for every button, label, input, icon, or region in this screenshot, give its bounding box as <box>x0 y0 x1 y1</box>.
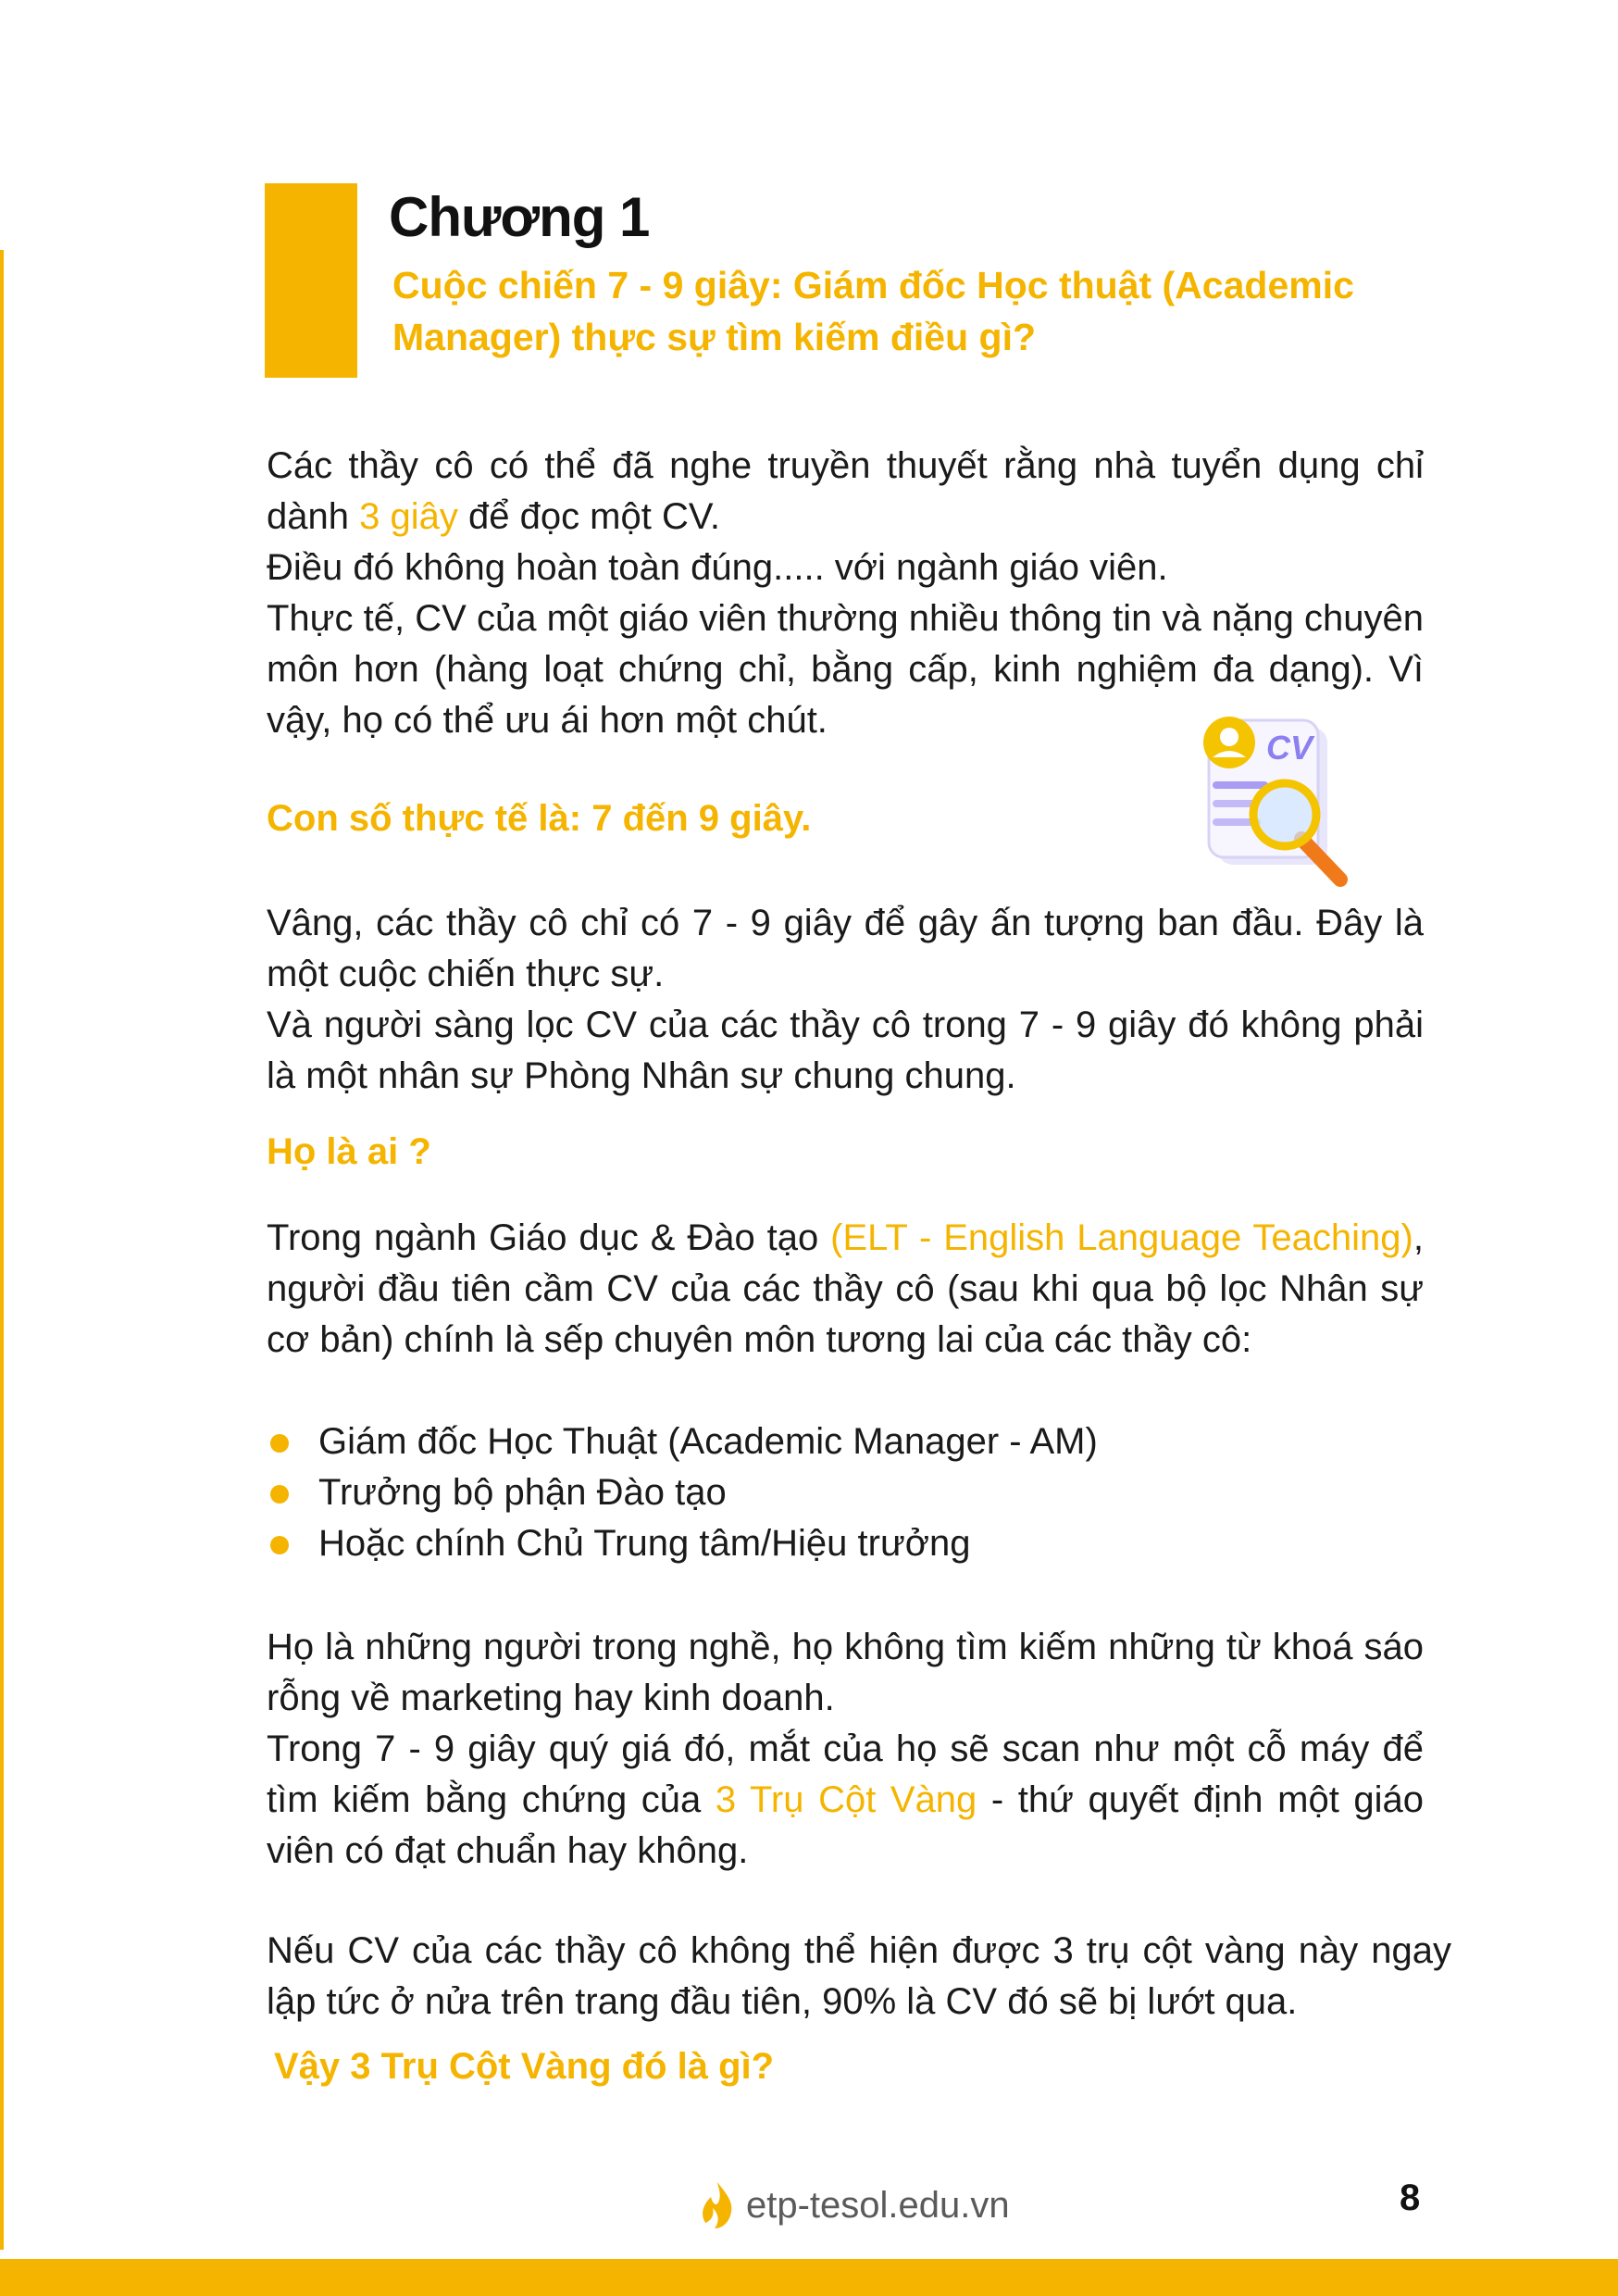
who-paragraph <box>267 1213 1424 1366</box>
cv-magnifier-icon <box>1194 713 1361 898</box>
who-text-b: , người đầu tiên cầm CV của các thầy cô (sau khi qua bộ lọc Nhân sự cơ bản) chính là sếp chuyên môn tương lai của các thầy cô: <box>267 1217 1424 1360</box>
final-heading: Vậy 3 Trụ Cột Vàng đó là gì? <box>274 2046 775 2087</box>
chapter-title: Chương 1 <box>389 186 650 248</box>
footer-website[interactable] <box>698 2180 1010 2230</box>
list-item: Hoặc chính Chủ Trung tâm/Hiệu trưởng <box>267 1518 1098 1569</box>
battle-paragraph-2: Và người sàng lọc CV của các thầy cô trong 7 - 9 giây đó không phải là một nhân sự Phòng Nhân sự chung chung. <box>267 1004 1424 1096</box>
bullet-dot-icon <box>270 1485 289 1504</box>
fact-heading: Con số thực tế là: 7 đến 9 giây. <box>267 798 812 839</box>
bullet-dot-icon <box>270 1536 289 1554</box>
insiders-text-a: Trong 7 - 9 giây quý giá đó, mắt của họ sẽ scan như một cỗ máy để tìm kiếm bằng chứng của <box>267 1728 1424 1820</box>
insiders-text-b: - thứ quyết định một giáo viên có đạt chuẩn hay không. <box>267 1779 1425 1871</box>
intro-text-b: để đọc một CV. <box>457 496 720 537</box>
page-number: 8 <box>1400 2177 1421 2218</box>
who-text-a: Trong ngành Giáo dục & Đào tạo <box>267 1217 831 1258</box>
intro-text-a: Các thầy cô có thể đã nghe truyền thuyết rằng nhà tuyển dụng chỉ dành <box>267 445 1424 537</box>
bullet-dot-icon <box>270 1434 289 1453</box>
intro-highlight-3-seconds: 3 giây <box>359 496 458 537</box>
insiders-highlight-pillars: 3 Trụ Cột Vàng <box>715 1779 977 1820</box>
battle-paragraph-1: Vâng, các thầy cô chỉ có 7 - 9 giây để gây ấn tượng ban đầu. Đây là một cuộc chiến thực sự. <box>267 903 1424 994</box>
insiders-paragraph-1: Họ là những người trong nghề, họ không tìm kiếm những từ khoá sáo rỗng về marketing hay kinh doanh. <box>267 1627 1424 1718</box>
left-accent-rule <box>0 250 4 2250</box>
warning-paragraph: Nếu CV của các thầy cô không thể hiện được 3 trụ cột vàng này ngay lập tức ở nửa trên trang đầu tiên, 90% là CV đó sẽ bị lướt qua. <box>267 1930 1451 2022</box>
intro-paragraph-1 <box>267 441 1424 543</box>
intro-paragraph-3: Thực tế, CV của một giáo viên thường nhiều thông tin và nặng chuyên môn hơn (hàng loạt chứng chỉ, bằng cấp, kinh nghiệm đa dạng). Vì vậy, họ có thể ưu ái hơn một chút. <box>267 598 1424 741</box>
list-item: Giám đốc Học Thuật (Academic Manager - AM) <box>267 1416 1098 1467</box>
list-item: Trưởng bộ phận Đào tạo <box>267 1467 1098 1518</box>
insiders-paragraph-2 <box>267 1724 1424 1877</box>
who-heading: Họ là ai ? <box>267 1131 431 1172</box>
cv-label: CV <box>1266 729 1313 767</box>
role-list <box>267 1416 1098 1569</box>
footer-site-text[interactable]: etp-tesol.edu.vn <box>746 2184 1010 2226</box>
chapter-subtitle: Cuộc chiến 7 - 9 giây: Giám đốc Học thuật (Academic Manager) thực sự tìm kiếm điều gì? <box>392 264 1354 358</box>
who-highlight-elt: (ELT - English Language Teaching) <box>830 1217 1413 1258</box>
chapter-accent-block <box>265 183 357 378</box>
intro-paragraph-2: Điều đó không hoàn toàn đúng..... với ngành giáo viên. <box>267 547 1168 588</box>
bottom-accent-bar <box>0 2259 1618 2296</box>
flame-logo-icon <box>698 2180 737 2230</box>
